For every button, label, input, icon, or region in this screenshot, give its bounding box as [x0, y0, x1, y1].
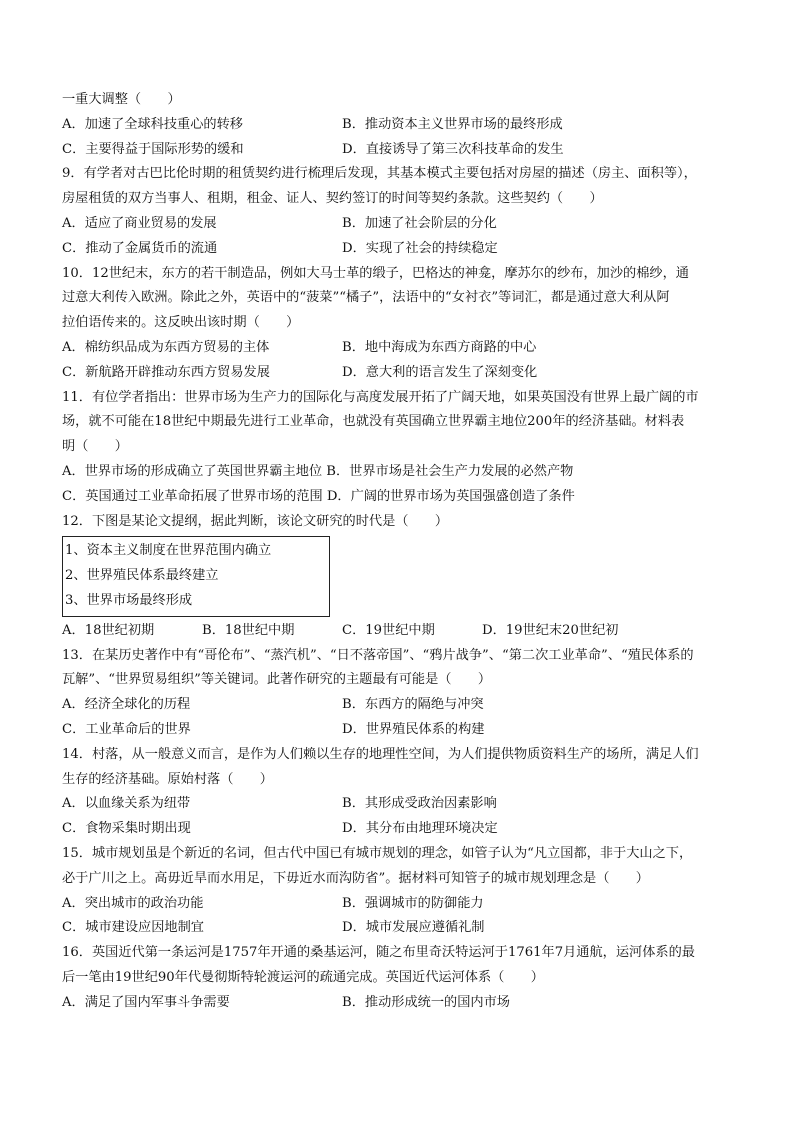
question-12-stem: 12．下图是某论文提纲，据此判断，该论文研究的时代是（ ）	[62, 513, 449, 529]
option-a: A．经济全球化的历程	[62, 697, 191, 713]
question-15-stem: 15．城市规划虽是个新近的名词，但古代中国已有城市规划的理念，如管子认为“凡立国都，非于大山之下，	[62, 845, 693, 861]
option-b: B．强调城市的防御能力	[342, 895, 484, 911]
option-c: C．主要得益于国际形势的缓和	[62, 141, 244, 157]
option-b: B．推动资本主义世界市场的最终形成	[342, 116, 563, 132]
question-11-stem: 场，就不可能在18世纪中期最先进行工业革命，也就没有英国确立世界霸主地位200年的经济基础。材料表	[62, 414, 685, 430]
option-c: C．新航路开辟推动东西方贸易发展	[62, 364, 270, 380]
option-a: A．加速了全球科技重心的转移	[62, 116, 243, 132]
question-16-stem: 后一笔由19世纪90年代曼彻斯特轮渡运河的疏通完成。英国近代运河体系（ ）	[62, 969, 544, 985]
question-12-options	[62, 619, 742, 644]
question-13-options-row-1	[62, 693, 742, 718]
question-9-options-row-2	[62, 237, 742, 262]
option-a: A．棉纺织品成为东西方贸易的主体	[62, 339, 270, 355]
option-d: D．世界殖民体系的构建	[342, 721, 485, 737]
question-8-stem-tail: 一重大调整（ ）	[62, 92, 181, 107]
option-b: B．东西方的隔绝与冲突	[342, 697, 484, 713]
option-c: C．城市建设应因地制宜	[62, 920, 204, 936]
question-13-stem: 13．在某历史著作中有“哥伦布”、“蒸汽机”、“日不落帝国”、“鸦片战争”、“第二次工业革命”、“殖民体系的	[62, 647, 694, 663]
option-a: A．适应了商业贸易的发展	[62, 215, 217, 231]
question-14-options-row-1	[62, 792, 742, 817]
question-11-options-row-2: C．英国通过工业革命拓展了世界市场的范围 D．广阔的世界市场为英国强盛创造了条件	[62, 488, 575, 504]
question-10-options-row-2	[62, 361, 742, 386]
question-9-stem: 房屋租赁的双方当事人、租期，租金、证人、契约签订的时间等契约条款。这些契约（ ）	[62, 191, 603, 207]
question-10-stem: 拉伯语传来的。这反映出该时期（ ）	[62, 315, 300, 331]
outline-item: 3、世界市场最终形成	[65, 592, 193, 608]
option-c: C．工业革命后的世界	[62, 721, 191, 737]
option-d: D．城市发展应遵循礼制	[342, 920, 485, 936]
option-a: A．18世纪初期	[62, 622, 155, 638]
question-11-stem: 明（ ）	[62, 439, 128, 455]
option-b: B．推动形成统一的国内市场	[342, 994, 510, 1010]
outline-item: 2、世界殖民体系最终建立	[65, 568, 219, 584]
question-10-stem: 过意大利传入欧洲。除此之外，英语中的“菠菜”“橘子”，法语中的“女衬衣”等词汇，都是通过意大利从阿	[62, 290, 670, 306]
question-11-stem: 11．有位学者指出：世界市场为生产力的国际化与高度发展开拓了广阔天地，如果英国没有世界上最广阔的市	[62, 389, 699, 405]
question-13-options-row-2	[62, 718, 742, 743]
outline-item: 1、资本主义制度在世界范围内确立	[65, 543, 272, 559]
option-b: B．其形成受政治因素影响	[342, 796, 497, 812]
question-8-options-row-2	[62, 138, 742, 163]
option-b: B．18世纪中期	[202, 622, 295, 638]
option-a: A．满足了国内军事斗争需要	[62, 994, 230, 1010]
option-b: B．地中海成为东西方商路的中心	[342, 339, 537, 355]
question-14-options-row-2	[62, 817, 742, 842]
option-c: C．食物采集时期出现	[62, 821, 191, 837]
question-9-stem: 9．有学者对古巴比伦时期的租赁契约进行梳理后发现，其基本模式主要包括对房屋的描述（房主、面积等），	[62, 166, 697, 182]
option-a: A．突出城市的政治功能	[62, 895, 204, 911]
question-9-options-row-1	[62, 212, 742, 237]
question-15-options-row-2	[62, 916, 742, 941]
question-10-stem: 10．12世纪末，东方的若干制造品，例如大马士革的缎子，巴格达的神龛，摩苏尔的纱布，加沙的棉纱，通	[62, 265, 689, 281]
question-16-options-row-1	[62, 991, 742, 1016]
question-15-options-row-1	[62, 892, 742, 917]
outline-box	[62, 536, 330, 616]
option-d: D．意大利的语言发生了深刻变化	[342, 364, 538, 380]
option-d: D．19世纪末20世纪初	[482, 622, 619, 638]
question-16-stem: 16．英国近代第一条运河是1757年开通的桑基运河，随之布里奇沃特运河于1761年7月通航，运河体系的最	[62, 945, 695, 961]
question-13-stem: 瓦解”、“世界贸易组织”等关键词。此著作研究的主题最有可能是（ ）	[62, 672, 492, 688]
option-b: B．加速了社会阶层的分化	[342, 215, 497, 231]
question-10-options-row-1	[62, 336, 742, 361]
option-c: C．19世纪中期	[342, 622, 435, 638]
option-c: C．推动了金属货币的流通	[62, 240, 218, 256]
option-a: A．以血缘关系为纽带	[62, 796, 191, 812]
option-d: D．实现了社会的持续稳定	[342, 240, 498, 256]
option-d: D．其分布由地理环境决定	[342, 821, 498, 837]
question-15-stem: 必于广川之上。高毋近旱而水用足，下毋近水而沟防省”。据材料可知管子的城市规划理念是（ ）	[62, 870, 649, 886]
option-d: D．直接诱导了第三次科技革命的发生	[342, 141, 564, 157]
exam-page	[62, 88, 742, 1015]
question-14-stem: 生存的经济基础。原始村落（ ）	[62, 771, 273, 787]
question-8-options-row-1	[62, 113, 742, 138]
question-14-stem: 14．村落，从一般意义而言，是作为人们赖以生存的地理性空间，为人们提供物质资料生产的场所，满足人们	[62, 746, 699, 762]
question-11-options-row-1: A．世界市场的形成确立了英国世界霸主地位 B．世界市场是社会生产力发展的必然产物	[62, 463, 574, 479]
